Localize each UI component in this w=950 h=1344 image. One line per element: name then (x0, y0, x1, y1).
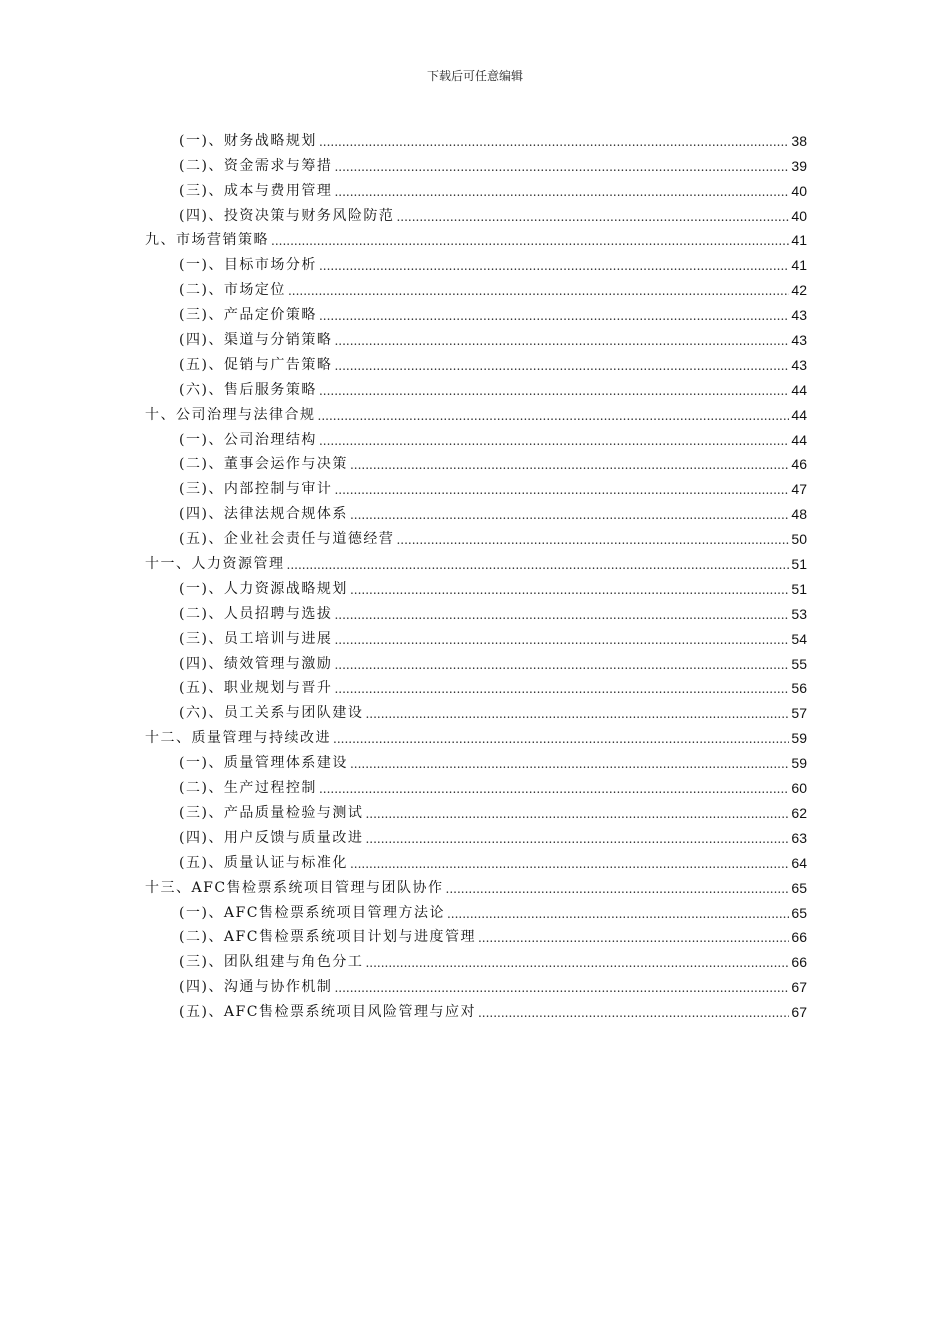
toc-entry-title: (一)、AFC售检票系统项目管理方法论 (179, 904, 445, 921)
toc-entry-title: (二)、市场定位 (179, 282, 286, 299)
toc-entry-title: (六)、员工关系与团队建设 (179, 705, 364, 722)
toc-page-number: 44 (791, 381, 807, 398)
toc-section-entry[interactable] (145, 971, 807, 996)
toc-dot-leader (334, 981, 789, 995)
toc-page-number: 43 (791, 356, 807, 373)
toc-entry-title: (五)、企业社会责任与道德经营 (179, 531, 395, 548)
toc-dot-leader (318, 409, 790, 423)
toc-dot-leader (478, 931, 789, 945)
toc-dot-leader (350, 857, 789, 871)
toc-section-entry[interactable] (145, 673, 807, 698)
toc-entry-title: (五)、质量认证与标准化 (179, 854, 348, 871)
toc-entry-title: (三)、团队组建与角色分工 (179, 954, 364, 971)
toc-section-entry[interactable] (145, 747, 807, 772)
toc-page-number: 53 (791, 605, 807, 622)
toc-page-number: 43 (791, 332, 807, 349)
toc-entry-title: (四)、沟通与协作机制 (179, 979, 333, 996)
toc-page-number: 66 (791, 929, 807, 946)
toc-dot-leader (334, 359, 789, 373)
toc-section-entry[interactable] (145, 175, 807, 200)
toc-page-number: 50 (791, 531, 807, 548)
toc-chapter-entry[interactable] (145, 548, 807, 573)
page-header: 下载后可任意编辑 (426, 69, 523, 83)
toc-page-number: 44 (791, 406, 807, 423)
toc-section-entry[interactable] (145, 797, 807, 822)
toc-entry-title: (一)、公司治理结构 (179, 431, 317, 448)
toc-entry-title: (六)、售后服务策略 (179, 381, 317, 398)
toc-page-number: 39 (791, 157, 807, 174)
toc-entry-title: (一)、目标市场分析 (179, 257, 317, 274)
toc-page-number: 44 (791, 431, 807, 448)
toc-dot-leader (334, 658, 789, 672)
toc-section-entry[interactable] (145, 996, 807, 1021)
toc-entry-title: (一)、人力资源战略规划 (179, 580, 348, 597)
toc-chapter-entry[interactable] (145, 722, 807, 747)
toc-page-number: 54 (791, 630, 807, 647)
toc-entry-title: (一)、质量管理体系建设 (179, 755, 348, 772)
table-of-contents (145, 125, 807, 1021)
toc-dot-leader (396, 210, 789, 224)
toc-entry-title: (一)、财务战略规划 (179, 132, 317, 149)
toc-section-entry[interactable] (145, 449, 807, 474)
toc-dot-leader (365, 832, 789, 846)
toc-page-number: 41 (791, 232, 807, 249)
toc-entry-title: 九、市场营销策略 (145, 232, 269, 249)
toc-dot-leader (319, 384, 789, 398)
toc-entry-title: (二)、人员招聘与选拔 (179, 605, 333, 622)
toc-dot-leader (396, 533, 789, 547)
toc-dot-leader (319, 259, 789, 273)
toc-dot-leader (334, 160, 789, 174)
toc-page-number: 67 (791, 979, 807, 996)
toc-section-entry[interactable] (145, 424, 807, 449)
toc-page-number: 60 (791, 780, 807, 797)
toc-dot-leader (334, 483, 789, 497)
toc-dot-leader (288, 284, 789, 298)
toc-dot-leader (350, 458, 789, 472)
toc-entry-title: (三)、内部控制与审计 (179, 481, 333, 498)
toc-page-number: 48 (791, 506, 807, 523)
toc-entry-title: (三)、员工培训与进展 (179, 630, 333, 647)
toc-page-number: 66 (791, 954, 807, 971)
toc-section-entry[interactable] (145, 922, 807, 947)
toc-dot-leader (333, 732, 789, 746)
toc-entry-title: (二)、资金需求与筹措 (179, 157, 333, 174)
toc-dot-leader (334, 185, 789, 199)
toc-entry-title: (四)、渠道与分销策略 (179, 332, 333, 349)
toc-page-number: 65 (791, 904, 807, 921)
toc-entry-title: (三)、成本与费用管理 (179, 182, 333, 199)
toc-page-number: 65 (791, 879, 807, 896)
toc-page-number: 59 (791, 730, 807, 747)
toc-page-number: 55 (791, 655, 807, 672)
toc-dot-leader (287, 558, 790, 572)
toc-dot-leader (446, 882, 790, 896)
toc-section-entry[interactable] (145, 125, 807, 150)
toc-entry-title: (四)、法律法规合规体系 (179, 506, 348, 523)
toc-dot-leader (319, 782, 789, 796)
toc-page-number: 42 (791, 282, 807, 299)
toc-page-number: 57 (791, 705, 807, 722)
toc-page-number: 51 (791, 580, 807, 597)
toc-section-entry[interactable] (145, 897, 807, 922)
toc-section-entry[interactable] (145, 299, 807, 324)
toc-dot-leader (350, 757, 789, 771)
toc-dot-leader (334, 334, 789, 348)
toc-dot-leader (447, 907, 789, 921)
toc-section-entry[interactable] (145, 523, 807, 548)
toc-dot-leader (334, 608, 789, 622)
toc-entry-title: (四)、投资决策与财务风险防范 (179, 207, 395, 224)
toc-page-number: 59 (791, 755, 807, 772)
toc-page-number: 47 (791, 481, 807, 498)
toc-section-entry[interactable] (145, 623, 807, 648)
toc-section-entry[interactable] (145, 498, 807, 523)
toc-section-entry[interactable] (145, 473, 807, 498)
toc-page-number: 51 (791, 556, 807, 573)
toc-entry-title: (五)、AFC售检票系统项目风险管理与应对 (179, 1004, 476, 1021)
toc-section-entry[interactable] (145, 648, 807, 673)
toc-page-number: 56 (791, 680, 807, 697)
toc-entry-title: (四)、绩效管理与激励 (179, 655, 333, 672)
toc-section-entry[interactable] (145, 200, 807, 225)
toc-dot-leader (365, 807, 789, 821)
toc-section-entry[interactable] (145, 847, 807, 872)
toc-page-number: 46 (791, 456, 807, 473)
toc-entry-title: (五)、职业规划与晋升 (179, 680, 333, 697)
toc-entry-title: (三)、产品定价策略 (179, 307, 317, 324)
toc-page-number: 64 (791, 854, 807, 871)
toc-chapter-entry[interactable] (145, 225, 807, 250)
toc-page-number: 67 (791, 1004, 807, 1021)
toc-dot-leader (478, 1006, 789, 1020)
toc-section-entry[interactable] (145, 822, 807, 847)
toc-entry-title: (四)、用户反馈与质量改进 (179, 829, 364, 846)
toc-page-number: 38 (791, 132, 807, 149)
toc-entry-title: 十一、人力资源管理 (145, 556, 285, 573)
toc-section-entry[interactable] (145, 598, 807, 623)
toc-section-entry[interactable] (145, 150, 807, 175)
toc-dot-leader (350, 508, 789, 522)
toc-dot-leader (319, 434, 789, 448)
toc-section-entry[interactable] (145, 374, 807, 399)
toc-entry-title: (三)、产品质量检验与测试 (179, 804, 364, 821)
toc-entry-title: 十二、质量管理与持续改进 (145, 730, 331, 747)
toc-section-entry[interactable] (145, 573, 807, 598)
toc-dot-leader (334, 633, 789, 647)
toc-page-number: 43 (791, 307, 807, 324)
toc-chapter-entry[interactable] (145, 872, 807, 897)
toc-chapter-entry[interactable] (145, 399, 807, 424)
toc-entry-title: (二)、AFC售检票系统项目计划与进度管理 (179, 929, 476, 946)
toc-dot-leader (365, 707, 789, 721)
toc-entry-title: 十、公司治理与法律合规 (145, 406, 316, 423)
toc-page-number: 63 (791, 829, 807, 846)
toc-entry-title: (二)、生产过程控制 (179, 780, 317, 797)
toc-section-entry[interactable] (145, 772, 807, 797)
toc-dot-leader (319, 309, 789, 323)
toc-dot-leader (350, 583, 789, 597)
toc-entry-title: (二)、董事会运作与决策 (179, 456, 348, 473)
toc-page-number: 40 (791, 182, 807, 199)
toc-entry-title: 十三、AFC售检票系统项目管理与团队协作 (145, 879, 444, 896)
toc-entry-title: (五)、促销与广告策略 (179, 356, 333, 373)
toc-section-entry[interactable] (145, 274, 807, 299)
toc-section-entry[interactable] (145, 946, 807, 971)
toc-dot-leader (365, 956, 789, 970)
toc-section-entry[interactable] (145, 349, 807, 374)
toc-section-entry[interactable] (145, 324, 807, 349)
toc-dot-leader (319, 135, 789, 149)
toc-section-entry[interactable] (145, 249, 807, 274)
toc-dot-leader (271, 234, 789, 248)
toc-section-entry[interactable] (145, 697, 807, 722)
toc-page-number: 62 (791, 804, 807, 821)
toc-page-number: 41 (791, 257, 807, 274)
toc-page-number: 40 (791, 207, 807, 224)
toc-dot-leader (334, 682, 789, 696)
